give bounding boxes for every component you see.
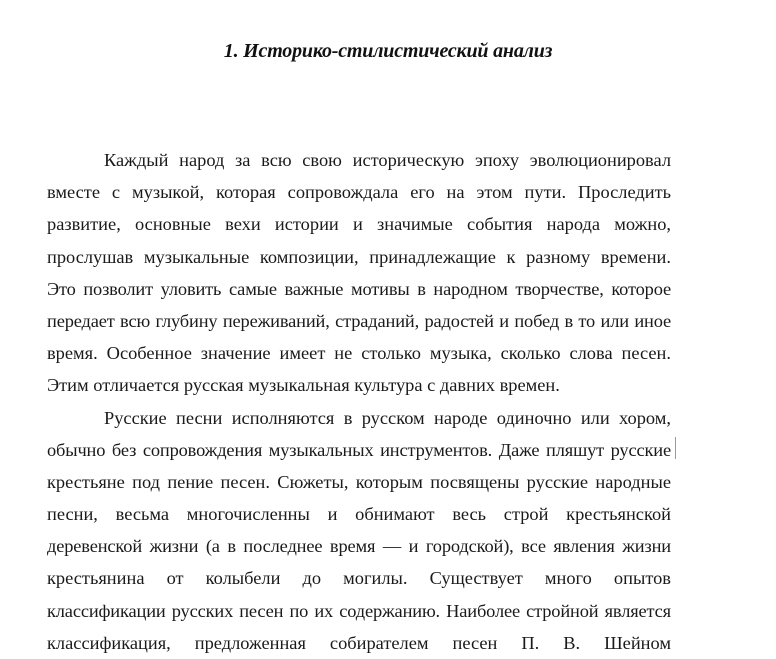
text-line: вместе с музыкой, которая сопровождала его на этом пути. Проследить [47,176,671,208]
text-cursor [675,437,676,459]
text-line: развитие, основные вехи истории и значимые события народа можно, [47,208,671,240]
text-line: классификация, предложенная собирателем песен П. В. Шейном [47,627,671,659]
section-heading: 1. Историко-стилистический анализ [0,36,776,66]
text-line: деревенской жизни (а в последнее время — и городской), все явления жизни [47,530,671,562]
text-line: Каждый народ за всю свою историческую эпоху эволюционировал [47,144,671,176]
text-line: Этим отличается русская музыкальная культура с давних времен. [47,369,671,401]
text-line: передает всю глубину переживаний, страданий, радостей и побед в то или иное [47,305,671,337]
text-line: песни, весьма многочисленны и обнимают весь строй крестьянской [47,498,671,530]
text-line: крестьянина от колыбели до могилы. Существует много опытов [47,562,671,594]
text-line: Русские песни исполняются в русском народе одиночно или хором, [47,402,671,434]
text-line: Это позволит уловить самые важные мотивы в народном творчестве, которое [47,273,671,305]
text-line: прослушав музыкальные композиции, принадлежащие к разному времени. [47,241,671,273]
text-line: обычно без сопровождения музыкальных инструментов. Даже пляшут русские [47,434,671,466]
document-body[interactable] [47,144,671,659]
paragraph-1 [47,144,671,402]
text-line: время. Особенное значение имеет не столько музыка, сколько слова песен. [47,337,671,369]
text-line: крестьяне под пение песен. Сюжеты, которым посвящены русские народные [47,466,671,498]
text-line: классификации русских песен по их содержанию. Наиболее стройной является [47,595,671,627]
paragraph-2 [47,402,671,659]
